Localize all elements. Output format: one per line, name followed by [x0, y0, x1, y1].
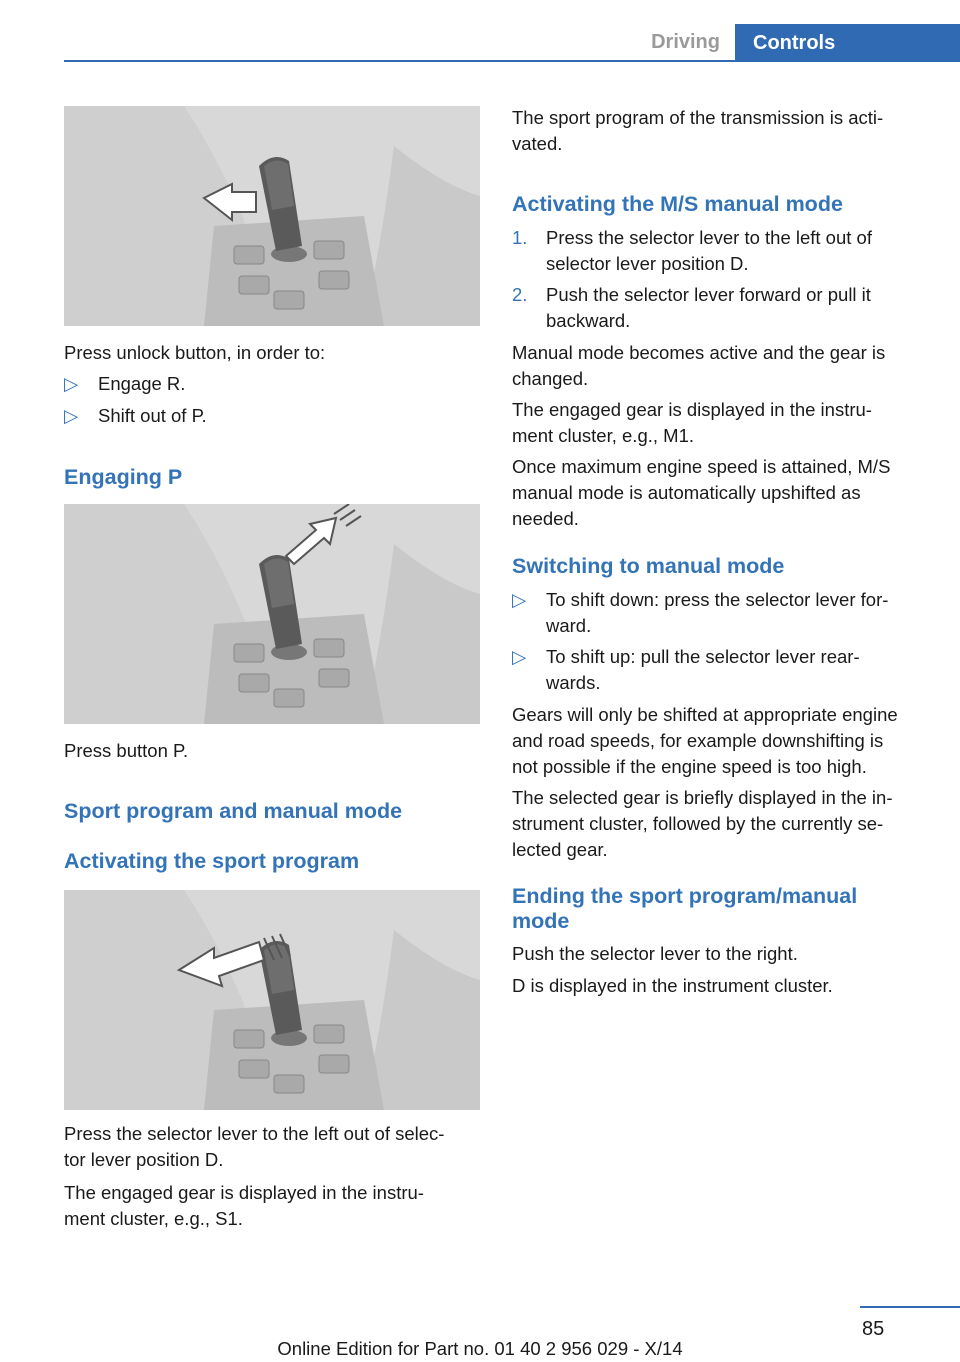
- gears-line1: Gears will only be shifted at appropriate engine: [512, 704, 898, 725]
- triangle-bullet-icon: ▷: [512, 646, 527, 667]
- selected-gear-line1: The selected gear is briefly displayed in the in-: [512, 787, 893, 808]
- figure-activating-sport: [64, 890, 480, 1110]
- max-speed-line1: Once maximum engine speed is attained, M/S: [512, 456, 891, 477]
- list-item-text: selector lever position D.: [546, 253, 749, 274]
- engaged-gear-text-line2: ment cluster, e.g., S1.: [64, 1208, 243, 1229]
- heading-sport-manual: Sport program and manual mode: [64, 799, 403, 823]
- step-number: 2.: [512, 284, 528, 305]
- gears-line3: not possible if the engine speed is too high.: [512, 756, 867, 777]
- left-column: [64, 0, 480, 1300]
- list-item-text: Shift out of P.: [98, 405, 207, 426]
- list-item-continuation: [512, 251, 932, 276]
- list-item-text: ward.: [546, 615, 592, 636]
- list-item-text: Engage R.: [98, 373, 186, 394]
- gears-line2: and road speeds, for example downshifting is: [512, 730, 884, 751]
- manual-active-line1: Manual mode becomes active and the gear is: [512, 342, 886, 363]
- page-number: 85: [862, 1318, 885, 1340]
- figure-press-button-p: [64, 504, 480, 724]
- right-column: [512, 0, 932, 1300]
- figure1-caption: Press unlock button, in order to:: [64, 342, 326, 363]
- manual-active-line2: changed.: [512, 368, 589, 389]
- push-right-text: Push the selector lever to the right.: [512, 943, 798, 964]
- list-item: [512, 225, 932, 250]
- list-item-text: To shift down: press the selector lever for-: [546, 589, 889, 610]
- header-section-label: Driving: [651, 31, 720, 53]
- list-item-text: To shift up: pull the selector lever rear-: [546, 646, 860, 667]
- heading-ending-line1: Ending the sport program/manual: [512, 884, 858, 908]
- selected-gear-line2: strument cluster, followed by the currently se-: [512, 813, 884, 834]
- list-item-continuation: [512, 613, 932, 638]
- list-item-text: Push the selector lever forward or pull it: [546, 284, 871, 305]
- list-item: [64, 371, 480, 396]
- heading-activating-sport: Activating the sport program: [64, 849, 360, 873]
- figure3-caption-line1: Press the selector lever to the left out of selec-: [64, 1123, 445, 1144]
- list-item-text: backward.: [546, 310, 631, 331]
- list-item-continuation: [512, 670, 932, 695]
- step-number: 1.: [512, 227, 528, 248]
- max-speed-line3: needed.: [512, 508, 579, 529]
- figure-unlock-button: [64, 106, 480, 326]
- list-item-text: Press the selector lever to the left out of: [546, 227, 872, 248]
- list-item: [512, 644, 932, 669]
- heading-engaging-p: Engaging P: [64, 465, 183, 489]
- triangle-bullet-icon: ▷: [512, 589, 527, 610]
- header-tab-controls: Controls: [735, 24, 960, 62]
- selected-gear-line3: lected gear.: [512, 839, 608, 860]
- engaged-m1-line1: The engaged gear is displayed in the instru-: [512, 399, 872, 420]
- figure3-caption-line2: tor lever position D.: [64, 1149, 224, 1170]
- list-item: [512, 587, 932, 612]
- max-speed-line2: manual mode is automatically upshifted as: [512, 482, 861, 503]
- triangle-bullet-icon: ▷: [64, 405, 79, 426]
- list-item-continuation: [512, 308, 932, 333]
- footer-rule: [860, 1306, 960, 1308]
- figure2-caption: Press button P.: [64, 740, 189, 761]
- d-displayed-text: D is displayed in the instrument cluster.: [512, 975, 833, 996]
- list-item: [512, 282, 932, 307]
- list-item: [64, 403, 480, 428]
- edition-footer: Online Edition for Part no. 01 40 2 956 029 - X/14: [277, 1338, 683, 1359]
- heading-activating-ms: Activating the M/S manual mode: [512, 192, 843, 216]
- engaged-m1-line2: ment cluster, e.g., M1.: [512, 425, 694, 446]
- engaged-gear-text-line1: The engaged gear is displayed in the instru-: [64, 1182, 424, 1203]
- triangle-bullet-icon: ▷: [64, 373, 79, 394]
- heading-switching-manual: Switching to manual mode: [512, 554, 785, 578]
- heading-ending-line2: mode: [512, 909, 570, 933]
- sport-activated-line1: The sport program of the transmission is acti-: [512, 107, 884, 128]
- list-item-text: wards.: [546, 672, 601, 693]
- sport-activated-line2: vated.: [512, 133, 563, 154]
